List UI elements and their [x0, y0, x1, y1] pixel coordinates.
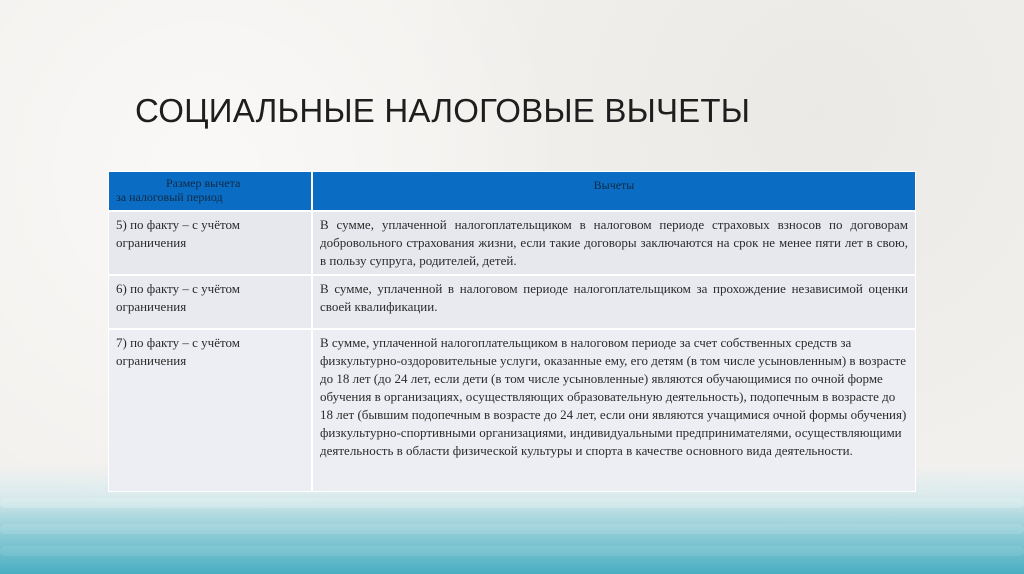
wave-streak	[0, 546, 1024, 556]
wave-streak	[0, 498, 1024, 508]
wave-streak	[0, 524, 1024, 534]
deductions-table	[108, 171, 916, 492]
table-row	[108, 275, 916, 329]
header-size	[108, 171, 312, 211]
row-description: В сумме, уплаченной налогоплательщиком в налоговом периоде страховых взносов по договорам добровольного страхования жизни, если такие договоры заключаются на срок не менее пяти лет в свою, в пользу супруга, родителей, детей.	[312, 211, 916, 275]
header-size-line1: Размер вычета	[166, 176, 241, 190]
row-size: 7) по факту – с учётом ограничения	[108, 329, 312, 492]
table-row	[108, 329, 916, 492]
row-description: В сумме, уплаченной налогоплательщиком в налоговом периоде за счет собственных средств за физкультурно-оздоровительные услуги, оказанные ему, его детям (в том числе усыновленным) в возрасте до 18 лет (до 24 лет, если дети (в том числе усыновленные) являются обучающимися по очной форме обучения в организациях, осуществляющих образовательную деятельность), подопечным в возрасте до 18 лет (бывшим подопечным в возрасте до 24 лет, если они являются учащимися очной формы обучения) физкультурно-спортивными организациями, индивидуальными предпринимателями, осуществляющими деятельность в области физической культуры и спорта в качестве основного вида деятельности.	[312, 329, 916, 492]
header-size-line2: за налоговый период	[116, 190, 223, 204]
table-row	[108, 211, 916, 275]
slide-title: СОЦИАЛЬНЫЕ НАЛОГОВЫЕ ВЫЧЕТЫ	[135, 92, 751, 129]
row-description: В сумме, уплаченной в налоговом периоде налогоплательщиком за прохождение независимой оценки своей квалификации.	[312, 275, 916, 329]
row-size: 5) по факту – с учётом ограничения	[108, 211, 312, 275]
header-deductions: Вычеты	[312, 171, 916, 211]
table-header-row	[108, 171, 916, 211]
row-size: 6) по факту – с учётом ограничения	[108, 275, 312, 329]
